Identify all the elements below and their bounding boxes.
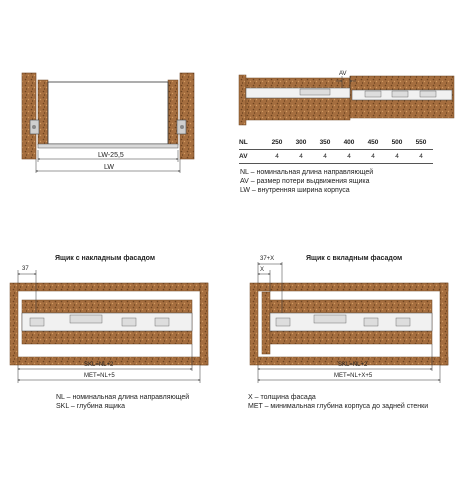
dim-label-37: 37	[22, 266, 29, 272]
spec-header-cell: 400	[337, 136, 361, 150]
rail-slot	[420, 91, 436, 97]
left-side-panel	[22, 73, 36, 159]
spec-cell: 4	[313, 150, 337, 164]
rail-slot	[396, 318, 410, 326]
dim-label-37x: 37+X	[260, 256, 275, 262]
side-panel	[246, 78, 350, 120]
carcass-back	[200, 283, 208, 365]
spec-header-cell: 350	[313, 136, 337, 150]
drawer-face	[48, 82, 168, 144]
rail-ball-cage	[300, 89, 330, 95]
spec-cell: 4	[289, 150, 313, 164]
legend-bottom-right-line: MET – минимальная глубина корпуса до задней стенки	[248, 403, 429, 410]
rail-ball-cage	[70, 315, 102, 323]
carcass-top	[18, 283, 208, 291]
spec-header-cell: NL	[239, 136, 265, 150]
rail-slot	[364, 318, 378, 326]
inset-front	[262, 292, 270, 354]
rail-ball-cage	[314, 315, 346, 323]
spec-table-row	[239, 150, 433, 164]
rail-slot	[155, 318, 169, 326]
spec-header-cell: 550	[409, 136, 433, 150]
legend-bottom-left-line: SKL – глубина ящика	[56, 403, 126, 410]
dim-label-met: MET=NL+X+5	[334, 373, 373, 379]
spec-cell: 4	[409, 150, 433, 164]
overlay-drawer-title: Ящик с накладным фасадом	[55, 255, 156, 262]
dim-label-av: AV	[339, 71, 347, 77]
spec-cell: 4	[361, 150, 385, 164]
carcass-front-edge	[250, 283, 258, 365]
rail-slot	[122, 318, 136, 326]
dim-label-outer: LW	[104, 164, 114, 171]
legend-bottom-right-line: X – толщина фасада	[248, 394, 316, 401]
spec-header-cell: 300	[289, 136, 313, 150]
left-runner-ball	[32, 125, 36, 129]
rail-slot	[365, 91, 381, 97]
rail-slot	[30, 318, 44, 326]
overlay-front	[10, 283, 18, 365]
spec-header-cell: 500	[385, 136, 409, 150]
side-view-diagram	[239, 75, 454, 125]
dim-label-met: MET=NL+5	[84, 373, 115, 379]
dim-label-skl: SKL=NL+2	[84, 362, 114, 368]
spec-header-cell: 250	[265, 136, 289, 150]
rail-drawer-member	[246, 88, 350, 98]
front-panel	[239, 75, 246, 125]
right-side-panel	[180, 73, 194, 159]
rail-slot	[392, 91, 408, 97]
dim-label-x: X	[260, 267, 265, 273]
spec-cell: 4	[385, 150, 409, 164]
rail-slot	[276, 318, 290, 326]
spec-table-header-row	[239, 136, 433, 150]
spec-cell: 4	[337, 150, 361, 164]
dim-label-inner: LW-25,5	[98, 152, 124, 159]
drawer-right-side	[168, 80, 178, 145]
legend-bottom-left-line: NL – номинальная длина направляющей	[56, 394, 190, 401]
right-runner-ball	[180, 125, 184, 129]
drawer-bottom	[38, 144, 178, 148]
spec-cell: 4	[265, 150, 289, 164]
drawer-left-side	[38, 80, 48, 145]
inset-drawer-title: Ящик с вкладным фасадом	[306, 255, 403, 262]
legend-top-line: NL – номинальная длина направляющей	[240, 169, 374, 176]
spec-header-cell: 450	[361, 136, 385, 150]
carcass-top	[258, 283, 448, 291]
legend-top-line: AV – размер потери выдвижения ящика	[240, 178, 370, 185]
spec-cell: AV	[239, 150, 265, 164]
spec-table	[239, 136, 433, 164]
carcass-back	[440, 283, 448, 365]
legend-top-line: LW – внутренняя ширина корпуса	[240, 187, 350, 194]
dim-label-skl: SKL=NL+2	[338, 362, 368, 368]
